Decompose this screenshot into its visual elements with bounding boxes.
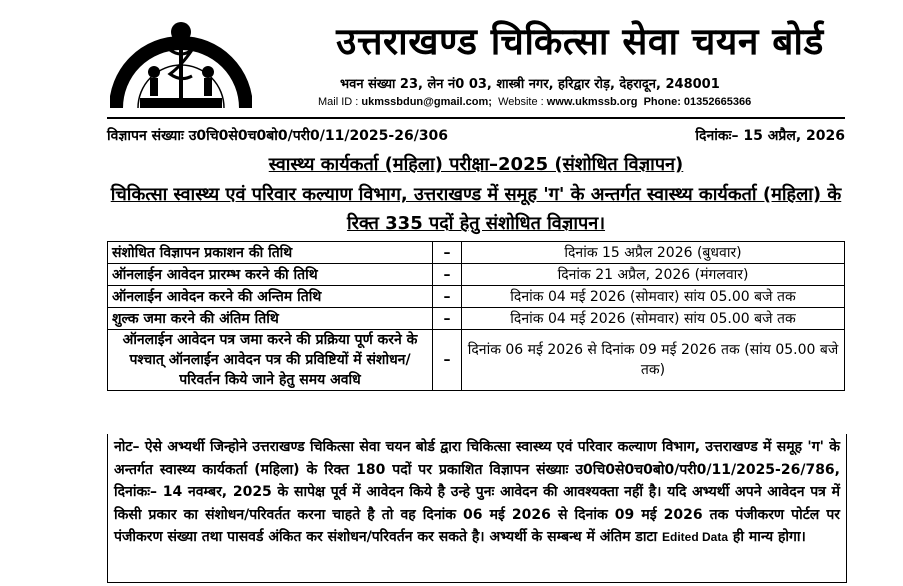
website-label: Website : (498, 96, 544, 108)
schedule-label: ऑनलाईन आवेदन पत्र जमा करने की प्रक्रिया पूर्ण करने के पश्चात् ऑनलाईन आवेदन पत्र की प्रविष्टियों में संशोधन/परिवर्तन किये जाने हेतु समय अवधि (108, 330, 433, 391)
schedule-separator: – (433, 264, 462, 286)
schedule-value: दिनांक 15 अप्रैल 2026 (बुधवार) (462, 242, 845, 264)
schedule-separator: – (433, 308, 462, 330)
schedule-label: संशोधित विज्ञापन प्रकाशन की तिथि (108, 242, 433, 264)
board-title: उत्तराखण्ड चिकित्सा सेवा चयन बोर्ड (336, 19, 824, 63)
phone-value: 01352665366 (683, 96, 752, 108)
table-row (108, 330, 845, 391)
advertisement-date: दिनांकः– 15 अप्रैल, 2026 (695, 128, 845, 144)
schedule-label: शुल्क जमा करने की अंतिम तिथि (108, 308, 433, 330)
board-address: भवन संख्या 23, लेन नं0 03, शास्त्री नगर, हरिद्वार रोड़, देहरादून, 248001 (340, 77, 720, 92)
schedule-value: दिनांक 21 अप्रैल, 2026 (मंगलवार) (462, 264, 845, 286)
table-row (108, 286, 845, 308)
mail-value: ukmssbdun@gmail.com; (361, 96, 492, 108)
exam-subheading: चिकित्सा स्वास्थ्य एवं परिवार कल्याण विभाग, उत्तराखण्ड में समूह 'ग' के अन्तर्गत स्वास्थ्य कार्यकर्ता (महिला) के रिक्त 335 पदों हेतु संशोधित विज्ञापन। (110, 184, 842, 234)
advertisement-number: विज्ञापन संख्याः उ0चि0से0च0बो0/परी0/11/2025-26/306 (107, 128, 449, 144)
mail-label: Mail ID : (318, 96, 359, 108)
schedule-label: ऑनलाईन आवेदन करने की अन्तिम तिथि (108, 286, 433, 308)
table-row (108, 242, 845, 264)
schedule-value: दिनांक 06 मई 2026 से दिनांक 09 मई 2026 तक (सांय 05.00 बजे तक) (462, 330, 845, 391)
schedule-separator: – (433, 286, 462, 308)
letterhead (0, 0, 903, 118)
note-box (107, 434, 847, 583)
note-text-end: ही मान्य होगा। (732, 529, 806, 545)
table-row (108, 264, 845, 286)
exam-heading: स्वास्थ्य कार्यकर्ता (महिला) परीक्षा–2025 (संशोधित विज्ञापन) (268, 154, 684, 175)
website-value: www.ukmssb.org (546, 96, 638, 108)
phone-label: Phone: (643, 96, 681, 108)
schedule-label: ऑनलाईन आवेदन प्रारम्भ करने की तिथि (108, 264, 433, 286)
header-divider (107, 117, 845, 119)
schedule-table (107, 241, 845, 391)
emblem-logo (110, 10, 252, 110)
schedule-separator: – (433, 242, 462, 264)
note-text: नोट– ऐसे अभ्यर्थी जिन्होने उत्तराखण्ड चिकित्सा सेवा चयन बोर्ड द्वारा चिकित्सा स्वास्थ्य एवं परिवार कल्याण विभाग, उत्तराखण्ड में समूह 'ग' के अन्तर्गत स्वास्थ्य कार्यकर्ता (महिला) के रिक्त 180 पदों पर प्रकाशित विज्ञापन संख्याः उ0चि0से0च0बो0/परी0/11/2025-26/786, दिनांकः– 14 नवम्बर, 2025 के सापेक्ष पूर्व में आवेदन किये है उन्हे पुनः आवेदन की आवश्यक्ता नहीं है। यदि अभ्यर्थी अपने आवेदन पत्र में किसी प्रकार का संशोधन/परिवर्तत करना चाहते है तो वह दिनांक 06 मई 2026 से दिनांक 09 मई 2026 तक पंजीकरण पोर्टल पर पंजीकरण संख्या तथा पासवर्ड अंकित कर संशोधन/परिवर्तन कर सकते है। अभ्यर्थी के सम्बन्ध में अंतिम डाटा (114, 439, 840, 545)
contact-line (318, 96, 751, 108)
table-row (108, 308, 845, 330)
note-latin-term: Edited Data (662, 530, 729, 544)
schedule-value: दिनांक 04 मई 2026 (सोमवार) सांय 05.00 बजे तक (462, 308, 845, 330)
schedule-value: दिनांक 04 मई 2026 (सोमवार) सांय 05.00 बजे तक (462, 286, 845, 308)
schedule-separator: – (433, 330, 462, 391)
